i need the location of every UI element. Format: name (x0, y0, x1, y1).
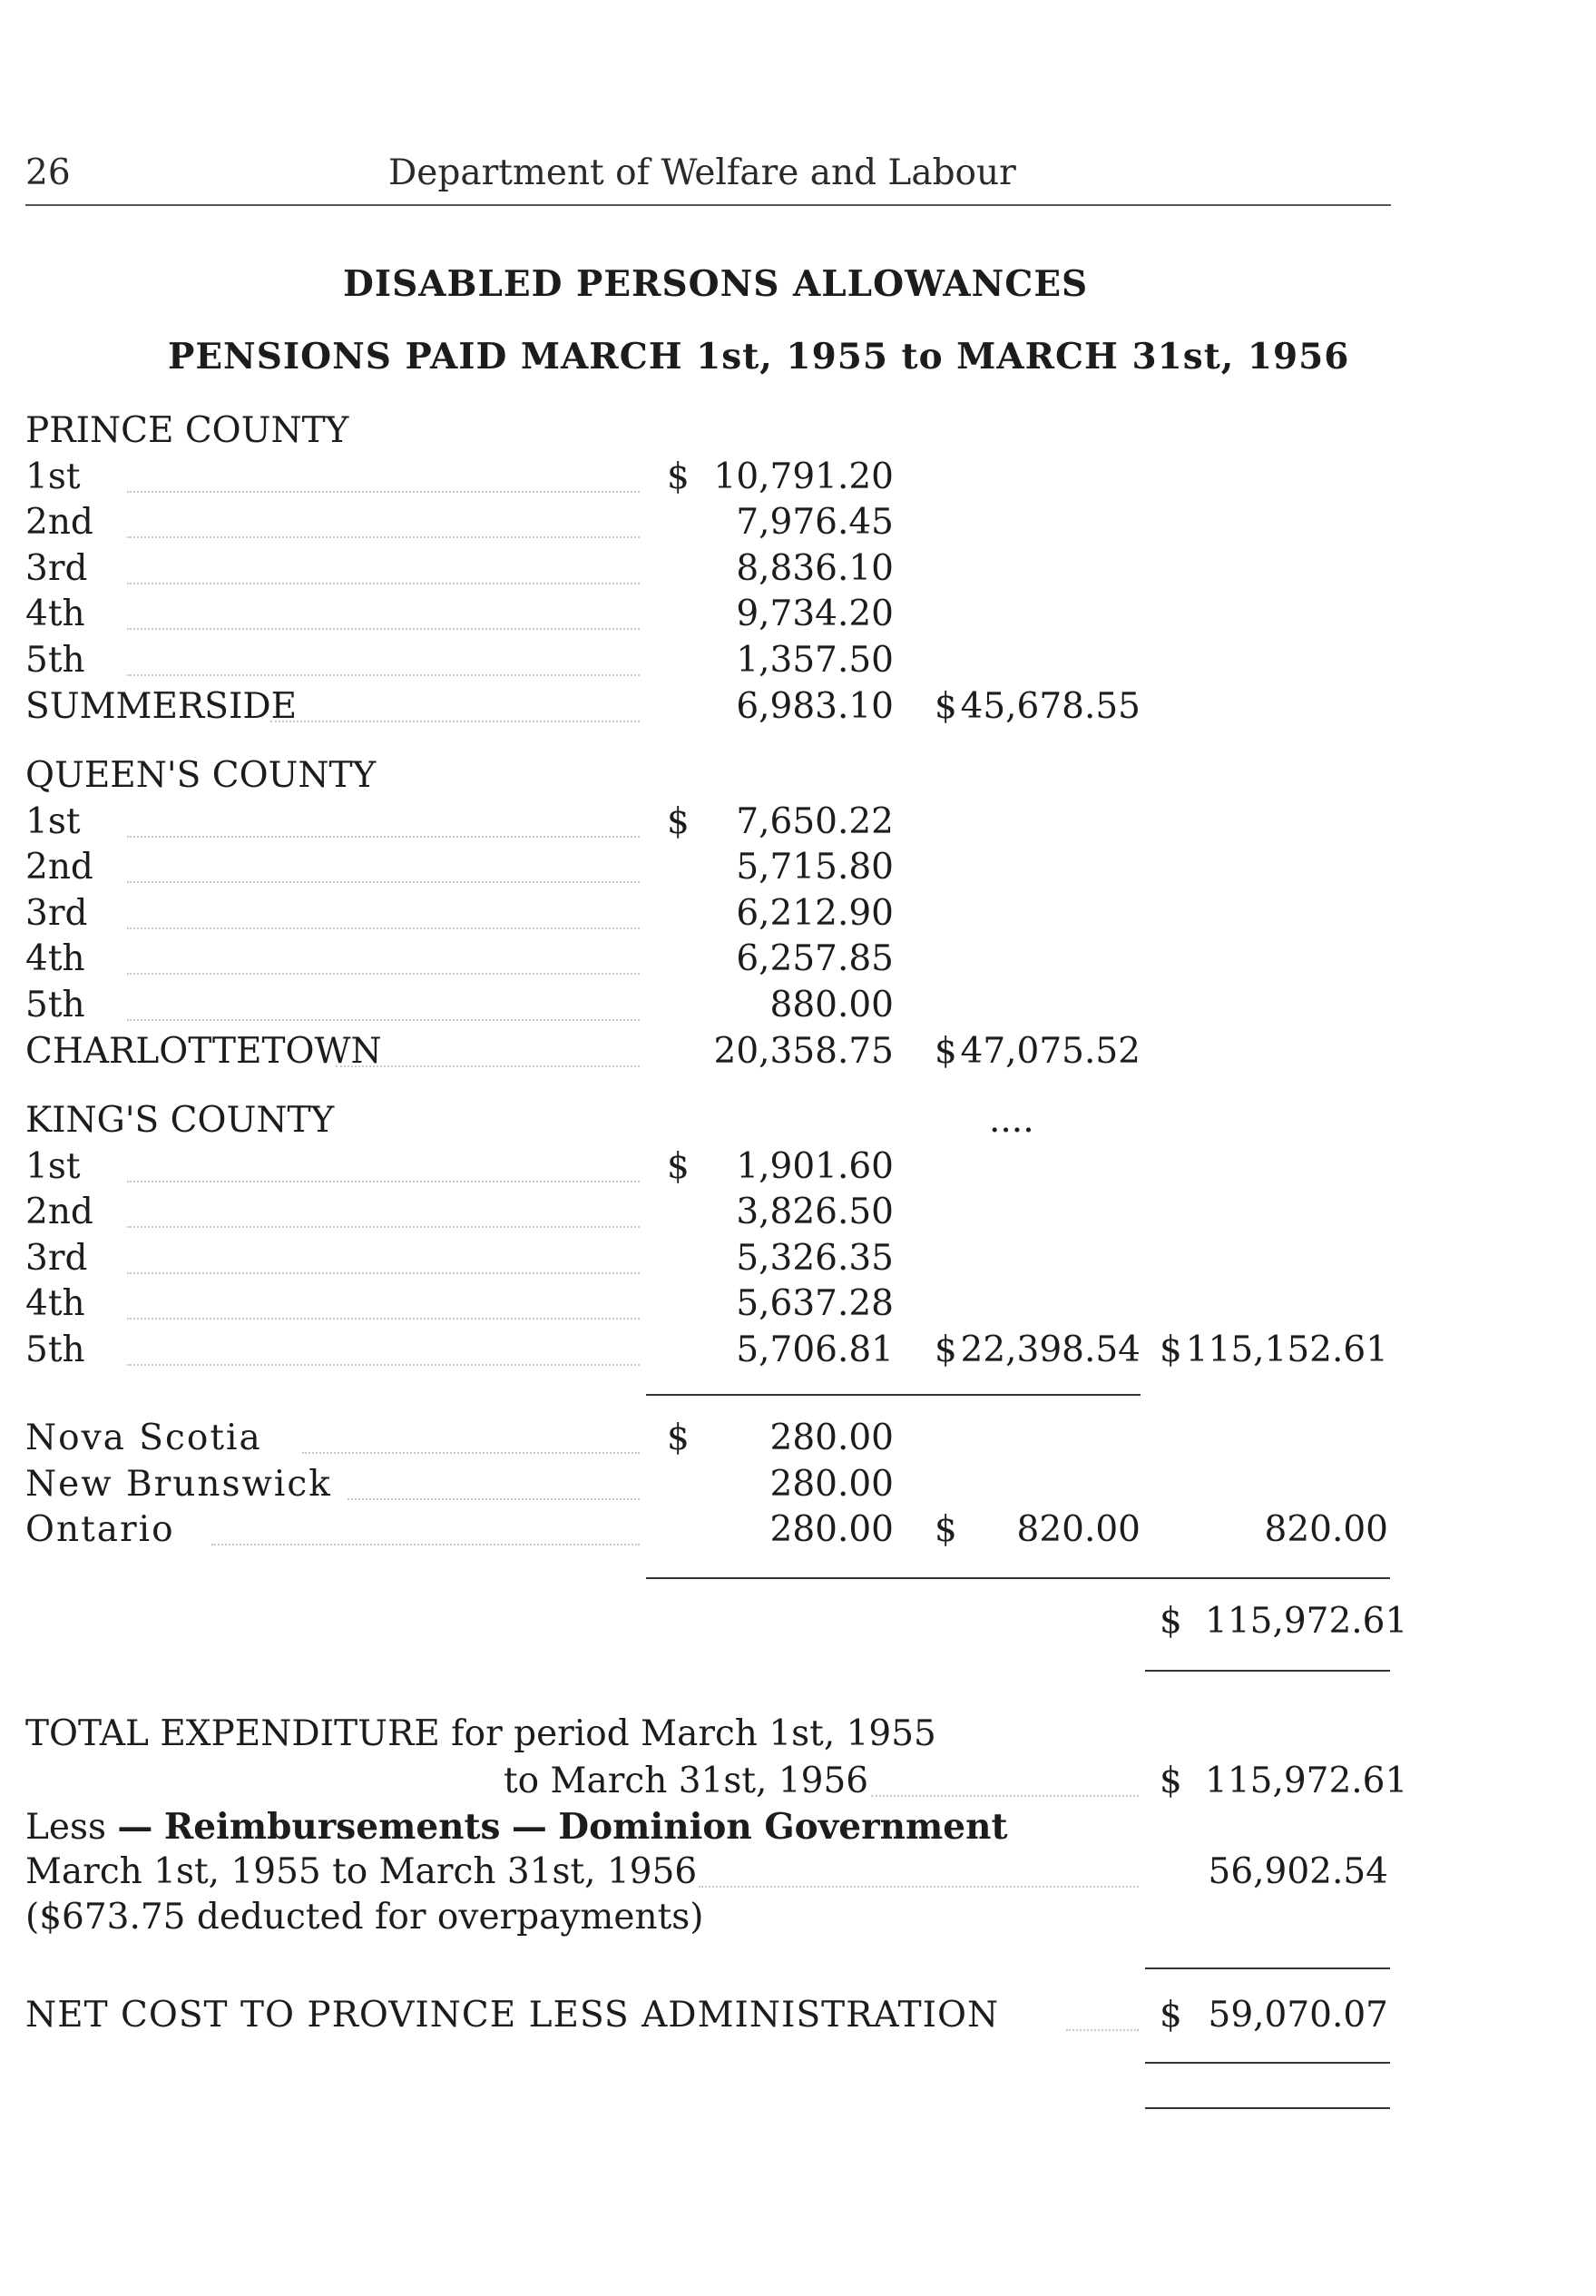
expenditure-currency: $ (1160, 1761, 1182, 1801)
row-amount: 6,257.85 (736, 938, 894, 980)
row-amount: 9,734.20 (736, 594, 894, 635)
province-label: Nova Scotia (25, 1418, 262, 1458)
leader-dots (127, 1226, 640, 1228)
leader-dots (211, 1544, 640, 1545)
leader-dots (127, 583, 640, 584)
leader-dots (1066, 2029, 1139, 2031)
row-amount: 20,358.75 (713, 1030, 894, 1072)
row-label: 3rd (25, 547, 88, 589)
leader-dots (871, 1795, 1139, 1797)
currency-sign: $ (667, 800, 690, 842)
dash: — (511, 1806, 547, 1848)
row-amount: 6,983.10 (736, 685, 894, 727)
leader-dots (302, 1452, 640, 1454)
row-amount: 880.00 (769, 985, 894, 1025)
expenditure-line-2: to March 31st, 1956 (504, 1761, 869, 1801)
page-number: 26 (25, 152, 71, 193)
row-amount: 3,826.50 (736, 1192, 894, 1233)
dominion-label: Dominion Government (558, 1806, 1008, 1848)
leader-dots (127, 674, 640, 676)
leader-dots (127, 536, 640, 538)
rule-net (1145, 1967, 1390, 1969)
running-header: Department of Welfare and Labour (388, 152, 1016, 193)
currency-sign: $ (935, 1509, 957, 1551)
rule-combined (1145, 1670, 1390, 1672)
row-label: 1st (25, 1145, 81, 1187)
row-amount: 8,836.10 (736, 547, 894, 589)
province-label: New Brunswick (25, 1463, 332, 1505)
currency-sign: $ (667, 1418, 690, 1458)
combined-total-currency: $ (1160, 1601, 1182, 1642)
leader-dots (127, 1272, 640, 1274)
leader-dots (127, 836, 640, 838)
row-amount: 1,901.60 (736, 1145, 894, 1187)
leader-dots (127, 973, 640, 975)
row-amount: 7,650.22 (736, 800, 894, 842)
row-label: 4th (25, 938, 85, 980)
row-label: 2nd (25, 502, 93, 544)
grand-amount: 820.00 (1264, 1509, 1388, 1551)
row-label: 5th (25, 985, 85, 1025)
currency-sign: $ (667, 456, 690, 497)
row-label: SUMMERSIDE (25, 685, 298, 727)
reimbursements-label: Reimbursements (163, 1806, 501, 1848)
leader-dots (127, 1318, 640, 1320)
leader-dots (127, 1181, 640, 1182)
expenditure-amount: 115,972.61 (1205, 1761, 1408, 1801)
row-label: 5th (25, 1330, 85, 1370)
row-label: 2nd (25, 1192, 93, 1233)
leader-dots (127, 491, 640, 493)
row-amount: 7,976.45 (736, 502, 894, 544)
currency-sign: $ (935, 1330, 957, 1370)
dash: — (117, 1806, 153, 1848)
row-label: CHARLOTTETOWN (25, 1030, 382, 1072)
row-label: 5th (25, 640, 85, 681)
county-heading: KING'S COUNTY (25, 1100, 335, 1141)
row-label: 4th (25, 594, 85, 635)
double-rule-top (1145, 2062, 1390, 2064)
row-amount: 10,791.20 (713, 456, 894, 497)
leader-dots (127, 1364, 640, 1366)
rule-other (646, 1577, 1390, 1579)
net-cost-currency: $ (1160, 1995, 1182, 2036)
grand-amount: 115,152.61 (1185, 1330, 1388, 1370)
leader-dots (270, 721, 640, 722)
province-amount: 280.00 (769, 1509, 894, 1551)
net-cost-label: NET COST TO PROVINCE LESS ADMINISTRATION (25, 1995, 1000, 2036)
province-label: Ontario (25, 1509, 175, 1551)
leader-dots (699, 1886, 1139, 1888)
row-amount: 1,357.50 (736, 640, 894, 681)
expenditure-line-1: TOTAL EXPENDITURE for period March 1st, 1955 (25, 1713, 936, 1754)
row-label: 1st (25, 456, 81, 497)
leader-dots (336, 1065, 640, 1067)
page-subtitle: PENSIONS PAID MARCH 1st, 1955 to MARCH 31st, 1956 (168, 336, 1350, 378)
leader-dots (127, 927, 640, 929)
row-label: 2nd (25, 847, 93, 888)
leader-dots (127, 1019, 640, 1021)
rule-counties (646, 1394, 1141, 1396)
row-amount: 6,212.90 (736, 892, 894, 934)
row-label: 1st (25, 800, 81, 842)
currency-sign: $ (667, 1145, 690, 1187)
county-heading: PRINCE COUNTY (25, 410, 349, 451)
page-title: DISABLED PERSONS ALLOWANCES (343, 263, 1089, 305)
ellipsis: .... (989, 1100, 1034, 1141)
reimbursement-heading (25, 1806, 1007, 1848)
county-heading: QUEEN'S COUNTY (25, 755, 377, 796)
reimbursement-amount: 56,902.54 (1208, 1851, 1388, 1892)
province-amount: 280.00 (769, 1463, 894, 1505)
subtotal-amount: 47,075.52 (960, 1030, 1141, 1072)
province-amount: 280.00 (769, 1418, 894, 1458)
currency-sign: $ (1160, 1330, 1182, 1370)
subtotal-amount: 22,398.54 (960, 1330, 1141, 1370)
header-rule (25, 204, 1391, 206)
subtotal-amount: 820.00 (1016, 1509, 1141, 1551)
leader-dots (348, 1498, 640, 1500)
net-cost-amount: 59,070.07 (1208, 1995, 1388, 2036)
double-rule-bottom (1145, 2107, 1390, 2109)
currency-sign: $ (935, 685, 957, 727)
reimbursement-period: March 1st, 1955 to March 31st, 1956 (25, 1851, 698, 1892)
row-label: 3rd (25, 892, 88, 934)
leader-dots (127, 881, 640, 883)
row-amount: 5,706.81 (736, 1330, 894, 1370)
leader-dots (127, 628, 640, 630)
row-label: 3rd (25, 1237, 88, 1279)
row-amount: 5,326.35 (736, 1237, 894, 1279)
currency-sign: $ (935, 1030, 957, 1072)
overpayment-note: ($673.75 deducted for overpayments) (25, 1897, 704, 1938)
combined-total: 115,972.61 (1205, 1601, 1408, 1642)
row-amount: 5,715.80 (736, 847, 894, 888)
less-label: Less (25, 1807, 107, 1848)
subtotal-amount: 45,678.55 (960, 685, 1141, 727)
row-label: 4th (25, 1283, 85, 1325)
row-amount: 5,637.28 (736, 1283, 894, 1325)
